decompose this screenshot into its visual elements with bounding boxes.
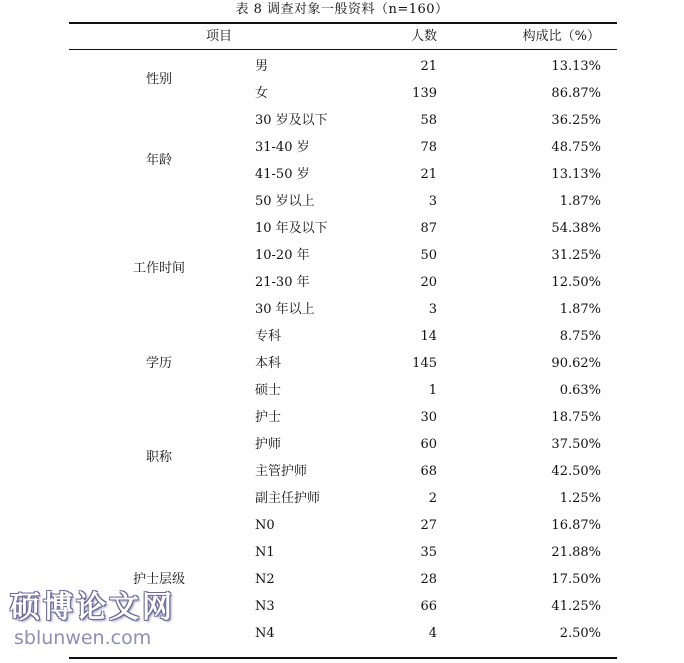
row-percent: 17.50% <box>551 572 601 587</box>
row-subitem: 硕士 <box>255 383 282 398</box>
row-percent: 0.63% <box>559 383 601 398</box>
group-label: 职称 <box>145 450 172 465</box>
row-count: 27 <box>420 518 437 533</box>
row-count: 21 <box>420 167 437 182</box>
row-percent: 86.87% <box>551 86 601 101</box>
row-percent: 13.13% <box>551 167 601 182</box>
group-label: 年龄 <box>145 153 172 168</box>
row-percent: 42.50% <box>551 464 601 479</box>
row-percent: 2.50% <box>559 626 601 641</box>
row-count: 139 <box>412 86 437 101</box>
row-count: 4 <box>428 626 437 641</box>
row-percent: 48.75% <box>551 140 601 155</box>
row-subitem: 本科 <box>255 356 282 371</box>
row-percent: 18.75% <box>551 410 601 425</box>
row-percent: 1.87% <box>559 194 601 209</box>
table-row <box>69 485 617 512</box>
row-subitem: N0 <box>255 518 275 533</box>
table-caption: 表 8 调查对象一般资料（n=160） <box>235 2 449 17</box>
row-count: 2 <box>428 491 437 506</box>
row-subitem: 10 年及以下 <box>255 221 328 236</box>
header-count: 人数 <box>410 29 437 44</box>
table-row <box>69 404 617 431</box>
row-subitem: N2 <box>255 572 275 587</box>
row-count: 78 <box>420 140 437 155</box>
row-subitem: 专科 <box>255 329 282 344</box>
table-row <box>69 512 617 539</box>
row-percent: 54.38% <box>551 221 601 236</box>
row-percent: 36.25% <box>551 113 601 128</box>
row-subitem: N4 <box>255 626 275 641</box>
row-subitem: N3 <box>255 599 275 614</box>
row-count: 35 <box>420 545 437 560</box>
row-subitem: 50 岁以上 <box>255 194 315 209</box>
group-label: 学历 <box>145 355 172 371</box>
row-percent: 31.25% <box>551 248 601 263</box>
row-subitem: 护士 <box>255 410 282 425</box>
row-percent: 21.88% <box>551 545 601 560</box>
row-subitem: 副主任护师 <box>255 491 321 506</box>
row-percent: 13.13% <box>551 59 601 74</box>
table-row <box>69 296 617 323</box>
row-count: 87 <box>420 221 437 236</box>
table-row <box>69 323 617 350</box>
row-count: 66 <box>420 599 437 614</box>
row-percent: 37.50% <box>551 437 601 452</box>
group-label: 护士层级 <box>132 571 185 587</box>
row-subitem: 10-20 年 <box>255 248 310 263</box>
row-subitem: N1 <box>255 545 275 560</box>
row-count: 1 <box>428 383 437 398</box>
row-count: 145 <box>412 356 437 371</box>
group-label: 性别 <box>145 72 172 87</box>
table-row <box>69 107 617 134</box>
row-subitem: 31-40 岁 <box>255 140 310 155</box>
header-item: 项目 <box>205 29 232 44</box>
row-count: 58 <box>420 113 437 128</box>
row-subitem: 男 <box>255 59 269 74</box>
row-count: 3 <box>428 194 437 209</box>
row-count: 30 <box>420 410 437 425</box>
row-count: 3 <box>428 302 437 317</box>
table-top-rule <box>69 22 617 24</box>
watermark <box>10 590 200 660</box>
row-percent: 1.87% <box>559 302 601 317</box>
table-row <box>69 539 617 566</box>
row-count: 28 <box>420 572 437 587</box>
row-percent: 1.25% <box>559 491 601 506</box>
group-label: 工作时间 <box>132 261 185 276</box>
row-percent: 16.87% <box>551 518 601 533</box>
row-subitem: 女 <box>255 86 269 101</box>
table-row <box>69 188 617 215</box>
row-count: 20 <box>420 275 437 290</box>
row-subitem: 41-50 岁 <box>255 167 310 182</box>
row-percent: 12.50% <box>551 275 601 290</box>
header-rule <box>69 49 617 50</box>
header-percent: 构成比（%） <box>522 29 600 44</box>
table-row <box>69 215 617 242</box>
watermark-url: sblunwen.com <box>14 627 152 649</box>
row-count: 14 <box>420 329 437 344</box>
watermark-logo: 硕博论文网 <box>10 590 175 625</box>
row-count: 50 <box>420 248 437 263</box>
row-subitem: 护师 <box>255 437 282 452</box>
row-count: 60 <box>420 437 437 452</box>
row-percent: 8.75% <box>559 329 601 344</box>
row-count: 21 <box>420 59 437 74</box>
row-subitem: 21-30 年 <box>255 275 310 290</box>
table-row <box>69 377 617 404</box>
row-subitem: 30 岁及以下 <box>255 113 328 128</box>
row-percent: 90.62% <box>551 356 601 371</box>
row-subitem: 30 年以上 <box>255 302 315 317</box>
row-percent: 41.25% <box>551 599 601 614</box>
row-subitem: 主管护师 <box>255 464 308 479</box>
row-count: 68 <box>420 464 437 479</box>
